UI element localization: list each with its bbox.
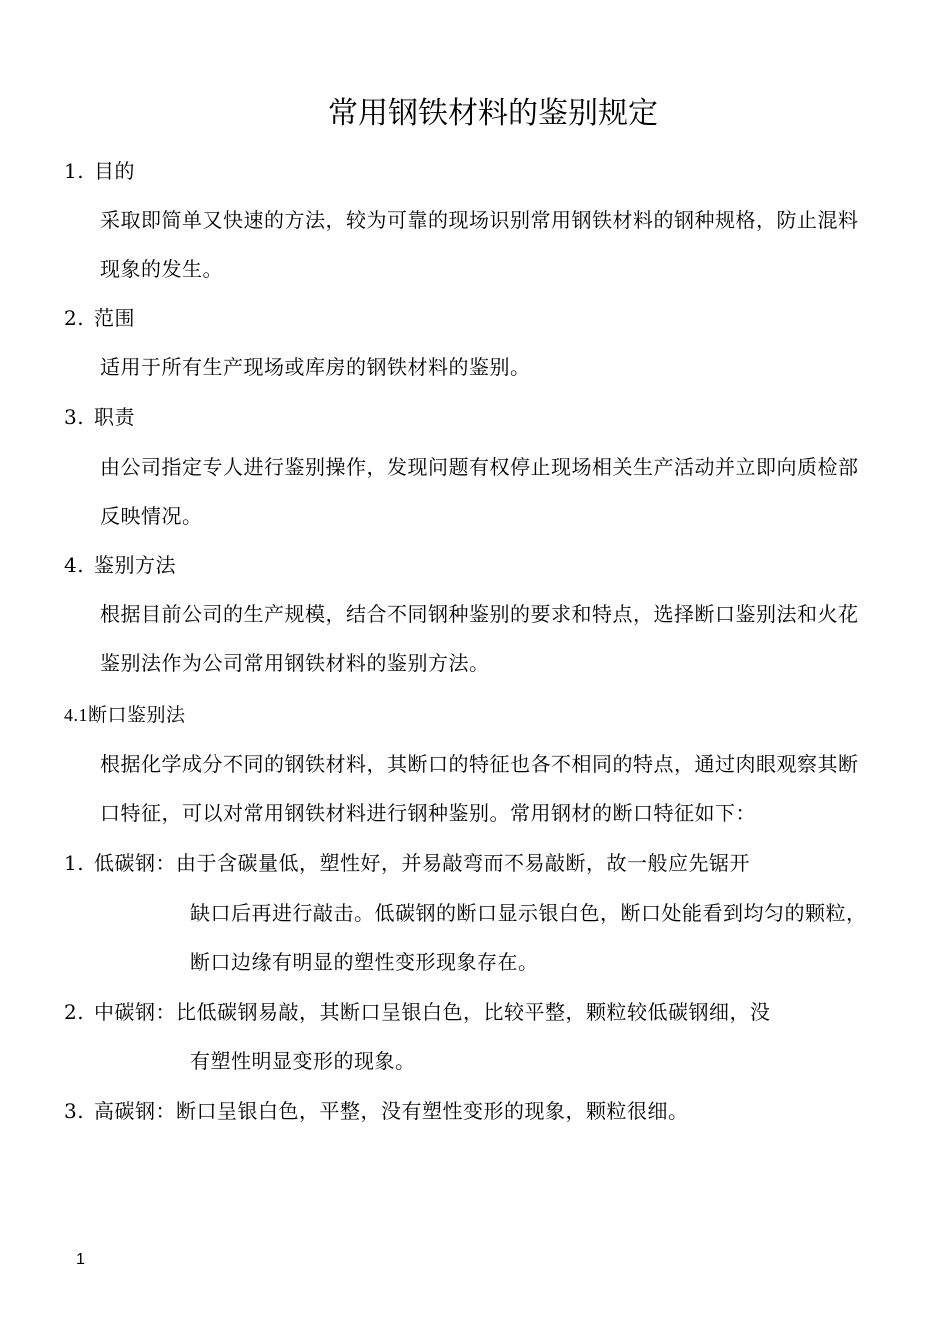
paragraph-line: 由公司指定专人进行鉴别操作，发现问题有权停止现场相关生产活动并立即向质检部	[100, 455, 859, 479]
item-label: 高碳钢：	[94, 1099, 176, 1123]
section-title: 目的	[94, 159, 135, 183]
item-number: 2.	[64, 1000, 85, 1024]
list-item	[64, 1096, 689, 1126]
paragraph-line: 鉴别法作为公司常用钢铁材料的鉴别方法。	[100, 651, 490, 675]
section-number: 4.	[64, 553, 85, 577]
section-title: 鉴别方法	[94, 553, 176, 577]
section-heading	[64, 402, 135, 432]
paragraph-line: 口特征，可以对常用钢铁材料进行钢种鉴别。常用钢材的断口特征如下：	[100, 801, 756, 825]
item-text: 由于含碳量低，塑性好，并易敲弯而不易敲断，故一般应先锯开	[176, 851, 750, 875]
section-number: 1.	[64, 159, 85, 183]
subsection-title: 断口鉴别法	[88, 704, 186, 726]
paragraph-line: 适用于所有生产现场或库房的钢铁材料的鉴别。	[100, 355, 531, 379]
section-heading	[64, 303, 135, 333]
item-number: 1.	[64, 851, 85, 875]
section-heading	[64, 156, 135, 186]
paragraph-line: 反映情况。	[100, 504, 203, 528]
item-text-line: 缺口后再进行敲击。低碳钢的断口显示银白色，断口处能看到均匀的颗粒，	[190, 901, 867, 925]
item-text-line: 有塑性明显变形的现象。	[190, 1049, 416, 1073]
item-text: 断口呈银白色，平整，没有塑性变形的现象，颗粒很细。	[176, 1099, 689, 1123]
item-text-line: 断口边缘有明显的塑性变形现象存在。	[190, 950, 539, 974]
item-text: 比低碳钢易敲，其断口呈银白色，比较平整，颗粒较低碳钢细，没	[176, 1000, 771, 1024]
subsection-number: 4.1	[64, 705, 88, 725]
item-number: 3.	[64, 1099, 85, 1123]
section-number: 3.	[64, 405, 85, 429]
list-item	[64, 997, 771, 1027]
subsection-heading	[64, 700, 186, 730]
paragraph-line: 根据化学成分不同的钢铁材料，其断口的特征也各不相同的特点，通过肉眼观察其断	[100, 752, 859, 776]
section-title: 职责	[94, 405, 135, 429]
section-title: 范围	[94, 306, 135, 330]
paragraph-line: 采取即简单又快速的方法，较为可靠的现场识别常用钢铁材料的钢种规格，防止混料	[100, 208, 859, 232]
item-label: 低碳钢：	[94, 851, 176, 875]
item-label: 中碳钢：	[94, 1000, 176, 1024]
list-item	[64, 848, 750, 878]
paragraph-line: 现象的发生。	[100, 257, 223, 281]
document-title: 常用钢铁材料的鉴别规定	[328, 96, 658, 131]
section-number: 2.	[64, 306, 85, 330]
page-number: 1	[76, 1251, 85, 1268]
paragraph-line: 根据目前公司的生产规模，结合不同钢种鉴别的要求和特点，选择断口鉴别法和火花	[100, 602, 859, 626]
section-heading	[64, 550, 176, 580]
